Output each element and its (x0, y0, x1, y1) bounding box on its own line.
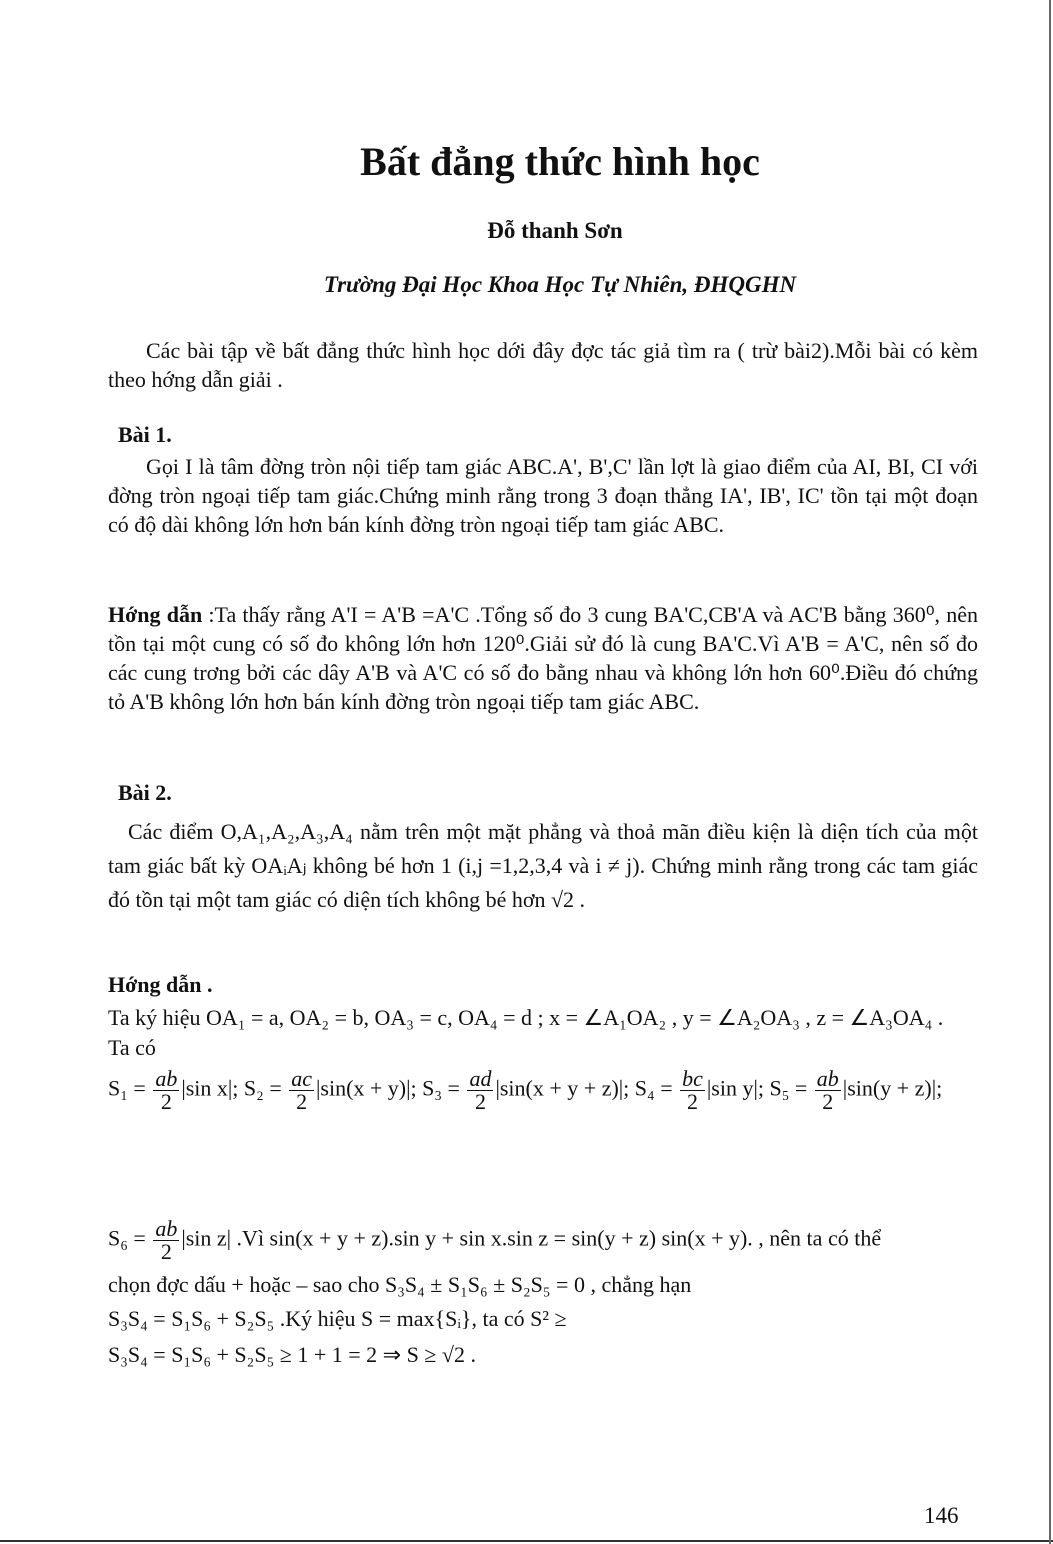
formula-line-2 (108, 1218, 881, 1263)
denominator: 2 (296, 1089, 308, 1114)
numerator: ac (291, 1066, 312, 1091)
fraction (815, 1068, 841, 1113)
denominator: 2 (160, 1239, 172, 1264)
formula-text: |sin z| .Vì sin(x + y + z).sin y + sin x.sin z = sin(y + z) sin(x + y). , nên ta có thể (181, 1225, 882, 1251)
problem1-text (108, 452, 978, 539)
problem2-body: Các điểm O,A₁,A₂,A₃,A₄ nằm trên một mặt phẳng và thoả mãn điều kiện là diện tích của một tam giác bất kỳ OAᵢAⱼ không bé hơn 1 (i,j =1,2,3,4 và i ≠ j). Chứng minh rằng trong các tam giác đó tồn tại một tam giác có diện tích không bé hơn √2 . (108, 819, 978, 912)
author: Đỗ thanh Sơn (487, 218, 623, 243)
page-border-bottom (0, 1540, 1053, 1542)
solution-line-5: S₃S₄ = S₁S₆ + S₂S₅ ≥ 1 + 1 = 2 ⇒ S ≥ √2 . (108, 1342, 476, 1367)
formula-text: S₆ = (108, 1225, 152, 1251)
problem2-heading: Bài 2. (118, 780, 172, 805)
page-border-right (1049, 0, 1051, 1544)
formula-text: |sin x|; S₂ = (181, 1075, 288, 1101)
intro-text: Các bài tập về bất đẳng thức hình học dới đây đợc tác giả tìm ra ( trừ bài2).Mỗi bài có kèm theo hớng dẫn giải . (108, 338, 978, 392)
numerator: ab (816, 1066, 839, 1091)
affiliation: Trường Đại Học Khoa Học Tự Nhiên, ĐHQGHN (323, 272, 797, 297)
denominator: 2 (160, 1089, 172, 1114)
problem1-heading: Bài 1. (118, 422, 172, 447)
page-title: Bất đẳng thức hình học (360, 139, 760, 184)
formula-line-1 (108, 1068, 942, 1113)
denominator: 2 (686, 1089, 698, 1114)
solution-line-3: chọn đợc dấu + hoặc – sao cho S₃S₄ ± S₁S₆ ± S₂S₅ = 0 , chẳng hạn (108, 1272, 692, 1297)
numerator: ab (155, 1066, 178, 1091)
problem2-text (108, 815, 978, 917)
fraction (153, 1068, 179, 1113)
formula-text: S₁ = (108, 1075, 152, 1101)
fraction (153, 1218, 179, 1263)
denominator: 2 (822, 1089, 834, 1114)
numerator: ad (469, 1066, 492, 1091)
formula-text: |sin y|; S₅ = (706, 1075, 813, 1101)
problem1-hint (108, 600, 978, 716)
page-number: 146 (924, 1503, 959, 1528)
numerator: ab (155, 1216, 178, 1241)
formula-text: |sin(x + y)|; S₃ = (316, 1075, 466, 1101)
problem2-hint-label: Hớng dẫn . (108, 972, 213, 997)
numerator: bc (682, 1066, 703, 1091)
formula-text: |sin(x + y + z)|; S₄ = (495, 1075, 679, 1101)
taco-line: Ta có (108, 1035, 156, 1060)
hint-body: :Ta thấy rằng A'I = A'B =A'C .Tổng số đo 3 cung BA'C,CB'A và AC'B bằng 360⁰, nên tồn tại một cung có số đo không lớn hơn 120⁰.Giải sử đó là cung BA'C.Vì A'B = A'C, nên số đo các cung trơng bởi các dây A'B và A'C có số đo bằng nhau và không lớn hơn 60⁰.Điều đó chứng tỏ A'B không lớn hơn bán kính đờng tròn ngoại tiếp tam giác ABC. (108, 602, 978, 714)
fraction (289, 1068, 314, 1113)
solution-line-4: S₃S₄ = S₁S₆ + S₂S₅ .Ký hiệu S = max{Sᵢ}, ta có S² ≥ (108, 1306, 567, 1331)
problem1-body: Gọi I là tâm đờng tròn nội tiếp tam giác ABC.A', B',C' lần lợt là giao điểm của AI, BI, CI với đờng tròn ngoại tiếp tam giác.Chứng minh rằng trong 3 đoạn thẳng IA', IB', IC' tồn tại một đoạn có độ dài không lớn hơn bán kính đờng tròn ngoại tiếp tam giác ABC. (108, 454, 978, 537)
denominator: 2 (474, 1089, 486, 1114)
formula-text: |sin(y + z)|; (842, 1075, 943, 1101)
intro-paragraph (108, 336, 978, 394)
hint-label: Hớng dẫn (108, 602, 203, 627)
notation-line: Ta ký hiệu OA₁ = a, OA₂ = b, OA₃ = c, OA₄ = d ; x = ∠A₁OA₂ , y = ∠A₂OA₃ , z = ∠A₃OA₄ . (108, 1005, 944, 1030)
fraction (467, 1068, 493, 1113)
fraction (680, 1068, 705, 1113)
